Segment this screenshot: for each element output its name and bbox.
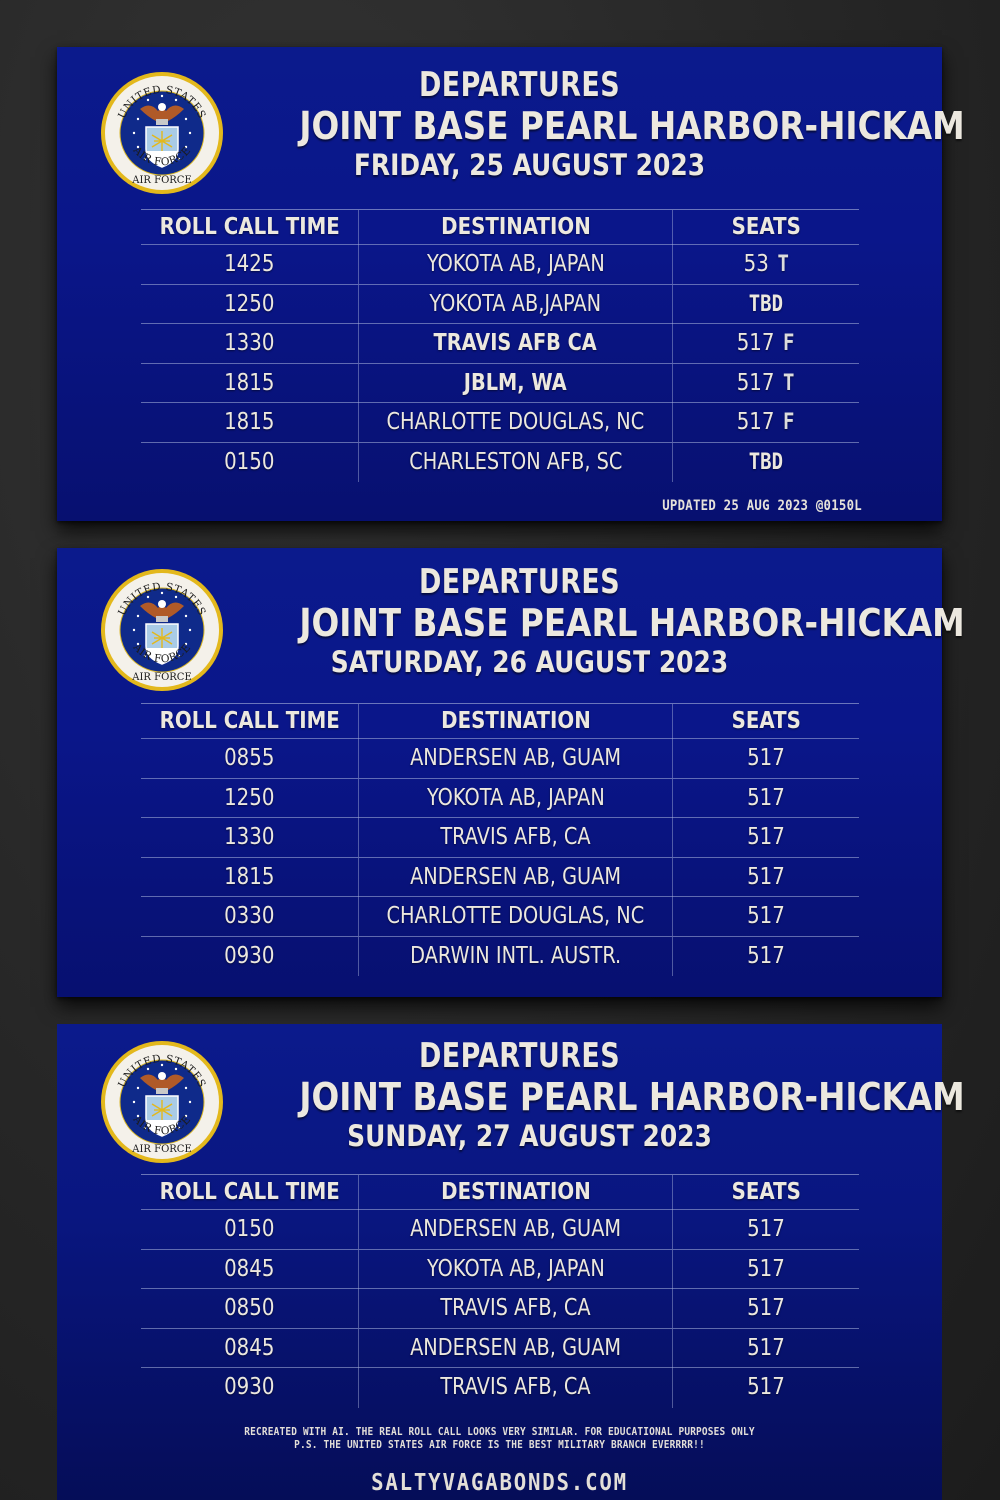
seats: TBD xyxy=(748,291,784,317)
board-header xyxy=(217,562,965,680)
roll-call-time: 0930 xyxy=(224,1374,275,1400)
roll-call-time: 1815 xyxy=(224,369,275,396)
seats: 517 xyxy=(747,903,785,929)
seats: 517 xyxy=(747,1295,785,1321)
seats: 517 xyxy=(747,1374,785,1400)
table-row xyxy=(141,324,859,364)
footer xyxy=(57,1425,942,1496)
destination: TRAVIS AFB, CA xyxy=(358,1368,673,1408)
board-header xyxy=(217,1036,965,1154)
table-row xyxy=(141,858,859,898)
destination: TRAVIS AFB CA xyxy=(358,324,673,363)
destination: YOKOTA AB, JAPAN xyxy=(358,779,673,818)
destination: CHARLOTTE DOUGLAS, NC xyxy=(358,897,673,936)
board-date: SATURDAY, 26 AUGUST 2023 xyxy=(330,645,729,679)
table-row xyxy=(141,1368,859,1408)
disclaimer-line-1: RECREATED WITH AI. THE REAL ROLL CALL LOOKS VERY SIMILAR. FOR EDUCATIONAL PURPOSES ONLY xyxy=(244,1425,755,1438)
departures-board-friday xyxy=(57,47,965,521)
destination: JBLM, WA xyxy=(358,364,673,403)
destination: ANDERSEN AB, GUAM xyxy=(358,1329,673,1368)
destination: DARWIN INTL. AUSTR. xyxy=(358,937,673,977)
seats: 53 T xyxy=(743,251,789,277)
table-row xyxy=(141,245,859,285)
table-row xyxy=(141,1250,859,1290)
board-header xyxy=(217,65,965,183)
destination: TRAVIS AFB, CA xyxy=(358,1289,673,1328)
seats: 517 T xyxy=(737,369,795,396)
table-row xyxy=(141,285,859,325)
destination: ANDERSEN AB, GUAM xyxy=(358,1210,673,1249)
board-date: FRIDAY, 25 AUGUST 2023 xyxy=(353,148,706,182)
column-header-destination: DESTINATION xyxy=(358,704,673,739)
seats: 517 xyxy=(747,863,785,890)
column-header-seats: SEATS xyxy=(731,1179,801,1205)
departures-table xyxy=(141,1174,859,1408)
roll-call-time: 1425 xyxy=(224,251,275,277)
base-name: JOINT BASE PEARL HARBOR-HICKAM xyxy=(299,104,965,148)
board-title: DEPARTURES xyxy=(418,1036,621,1076)
seats: 517 xyxy=(747,784,785,811)
destination: ANDERSEN AB, GUAM xyxy=(358,739,673,778)
seats: TBD xyxy=(748,449,784,475)
table-row xyxy=(141,779,859,819)
base-name: JOINT BASE PEARL HARBOR-HICKAM xyxy=(299,1075,965,1119)
departures-table xyxy=(141,209,859,482)
board-title: DEPARTURES xyxy=(418,65,621,105)
destination: ANDERSEN AB, GUAM xyxy=(358,858,673,897)
column-header-seats: SEATS xyxy=(731,214,801,240)
roll-call-time: 1250 xyxy=(224,290,275,317)
table-row xyxy=(141,403,859,443)
roll-call-time: 1330 xyxy=(224,824,275,850)
table-row xyxy=(141,897,859,937)
table-header-row xyxy=(141,703,859,739)
destination: CHARLOTTE DOUGLAS, NC xyxy=(358,403,673,442)
table-row xyxy=(141,739,859,779)
table-header-row xyxy=(141,1174,859,1210)
seats: 517 xyxy=(747,1255,785,1282)
roll-call-time: 0845 xyxy=(224,1255,275,1282)
table-header-row xyxy=(141,209,859,245)
roll-call-time: 0150 xyxy=(224,1216,275,1242)
seats: 517 F xyxy=(737,330,795,356)
seats: 517 xyxy=(747,1334,785,1361)
departures-board-saturday xyxy=(57,548,965,997)
table-row xyxy=(141,443,859,483)
column-header-roll-call-time: ROLL CALL TIME xyxy=(159,1179,340,1205)
table-row xyxy=(141,1329,859,1369)
last-updated-timestamp: UPDATED 25 AUG 2023 @0150L xyxy=(662,498,862,514)
table-row xyxy=(141,1210,859,1250)
destination: YOKOTA AB, JAPAN xyxy=(358,1250,673,1289)
table-row xyxy=(141,937,859,977)
destination: YOKOTA AB, JAPAN xyxy=(358,245,673,284)
roll-call-time: 1815 xyxy=(224,863,275,890)
svg-text:AIR FORCE: AIR FORCE xyxy=(132,1144,192,1155)
roll-call-time: 0850 xyxy=(224,1295,275,1321)
roll-call-time: 1330 xyxy=(224,330,275,356)
seats: 517 xyxy=(747,745,785,771)
us-air-force-seal-icon xyxy=(100,71,224,195)
seats: 517 xyxy=(747,824,785,850)
column-header-seats: SEATS xyxy=(731,708,801,734)
roll-call-time: 0330 xyxy=(224,903,275,929)
base-name: JOINT BASE PEARL HARBOR-HICKAM xyxy=(299,601,965,645)
roll-call-time: 0150 xyxy=(224,448,275,475)
roll-call-time: 0855 xyxy=(224,745,275,771)
roll-call-time: 1815 xyxy=(224,409,275,435)
website-watermark: SALTYVAGABONDS.COM xyxy=(371,1470,628,1496)
svg-text:AIR FORCE: AIR FORCE xyxy=(132,175,192,186)
roll-call-time: 0845 xyxy=(224,1334,275,1361)
seats: 517 xyxy=(747,942,785,969)
us-air-force-seal-icon xyxy=(100,1040,224,1164)
column-header-roll-call-time: ROLL CALL TIME xyxy=(159,708,340,734)
table-row xyxy=(141,1289,859,1329)
departures-board-sunday xyxy=(57,1024,965,1500)
roll-call-time: 0930 xyxy=(224,942,275,969)
departures-table xyxy=(141,703,859,976)
us-air-force-seal-icon xyxy=(100,568,224,692)
seat-status-flag: T xyxy=(777,252,789,277)
board-date: SUNDAY, 27 AUGUST 2023 xyxy=(347,1119,712,1153)
seats: 517 xyxy=(747,1216,785,1242)
seat-status-flag: F xyxy=(783,331,795,356)
column-header-roll-call-time: ROLL CALL TIME xyxy=(159,214,340,240)
destination: YOKOTA AB,JAPAN xyxy=(358,285,673,324)
seats: 517 F xyxy=(737,409,795,435)
table-row xyxy=(141,818,859,858)
destination: TRAVIS AFB, CA xyxy=(358,818,673,857)
seat-status-flag: T xyxy=(783,370,795,396)
column-header-destination: DESTINATION xyxy=(358,210,673,245)
svg-text:AIR FORCE: AIR FORCE xyxy=(132,672,192,683)
board-title: DEPARTURES xyxy=(418,562,621,602)
destination: CHARLESTON AFB, SC xyxy=(358,443,673,483)
table-row xyxy=(141,364,859,404)
column-header-destination: DESTINATION xyxy=(358,1175,673,1210)
roll-call-time: 1250 xyxy=(224,784,275,811)
disclaimer-line-2: P.S. THE UNITED STATES AIR FORCE IS THE BEST MILITARY BRANCH EVERRRR!! xyxy=(294,1438,705,1451)
seat-status-flag: F xyxy=(783,410,795,435)
